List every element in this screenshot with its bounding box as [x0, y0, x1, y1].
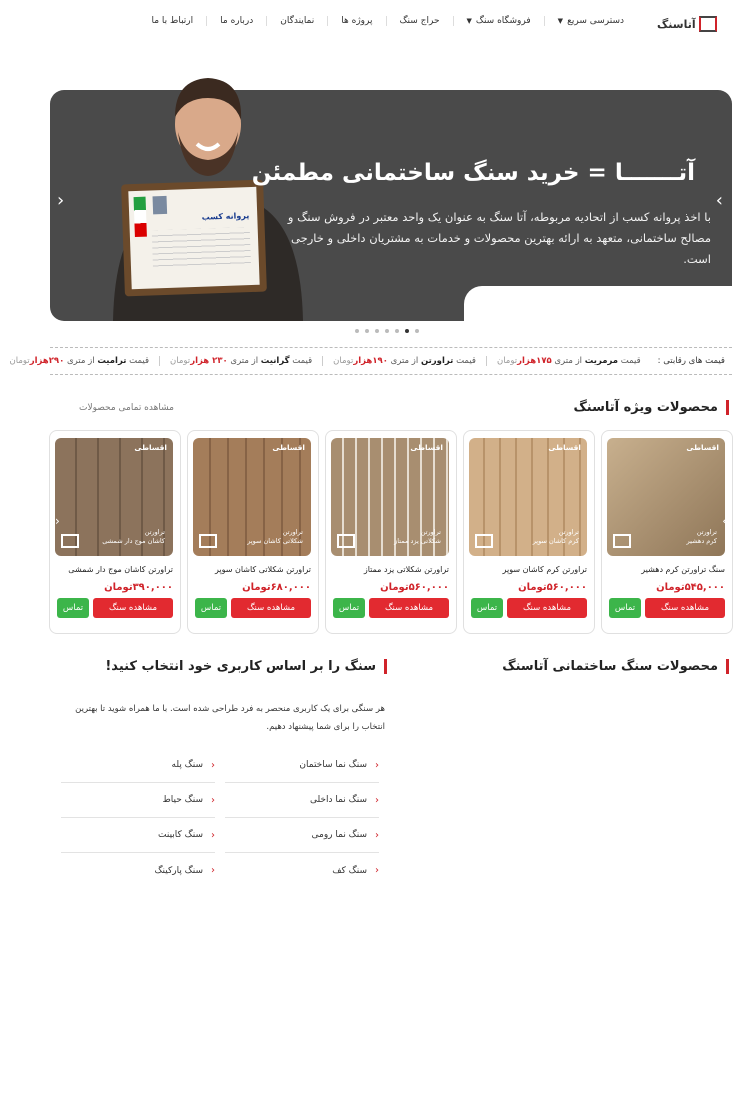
contact-button[interactable]: تماس	[57, 598, 89, 618]
usage-item[interactable]: ‹ سنگ پارکینگ	[154, 865, 215, 876]
product-image[interactable]	[469, 438, 587, 556]
usage-item[interactable]: ‹ سنگ پله	[61, 748, 215, 783]
product-card[interactable]	[601, 430, 733, 634]
chevron-left-icon: ‹	[211, 759, 215, 771]
watermark-logo-icon	[475, 534, 493, 548]
usage-title: سنگ را بر اساس کاربری خود انتخاب کنید!	[105, 659, 387, 674]
product-name[interactable]: سنگ تراورتن کرم دهشیر	[641, 565, 725, 574]
certificate-photo	[153, 196, 168, 214]
product-name[interactable]: تراورتن شکلاتی کاشان سوپر	[214, 565, 311, 574]
product-card[interactable]	[187, 430, 319, 634]
product-name[interactable]: تراورتن شکلاتی یزد ممتاز	[363, 565, 449, 574]
usage-item[interactable]: ‹ سنگ نما رومی	[225, 818, 379, 853]
product-price: ۵۶۰,۰۰۰تومان	[518, 582, 587, 593]
hero-brand: آتـــــــا	[614, 160, 695, 186]
chevron-left-icon: ‹	[211, 865, 215, 876]
chevron-left-icon: ‹	[375, 865, 379, 876]
view-stone-button[interactable]: مشاهده سنگ	[369, 598, 449, 618]
ticker-lead: قیمت های رقابتی :	[657, 356, 725, 366]
product-card[interactable]	[463, 430, 595, 634]
chevron-left-icon: ‹	[375, 794, 379, 806]
product-image[interactable]	[55, 438, 173, 556]
slider-dot[interactable]	[395, 329, 399, 333]
slider-next-icon[interactable]: ›	[715, 190, 723, 211]
logo-text: آتاسنگ	[657, 17, 696, 31]
certificate-title: پروانه کسب	[201, 211, 250, 222]
hero-heading: خرید سنگ ساختمانی مطمئن	[251, 160, 580, 186]
hero-notch	[464, 286, 732, 326]
certificate-paper	[128, 187, 259, 289]
product-name[interactable]: تراورتن کاشان موج دار شمشی	[68, 565, 173, 574]
flag-ribbon-icon	[134, 197, 147, 237]
ticker-item: قیمت ترامیت از متری ۲۹۰هزارتومان	[9, 356, 150, 366]
slider-dot-active[interactable]	[405, 329, 409, 333]
nav-projects[interactable]: پروژه ها	[327, 16, 385, 26]
product-image-caption: تراورتن کرم دهشیر	[686, 528, 717, 545]
usage-item[interactable]: ‹ سنگ کف	[332, 865, 379, 876]
certificate-lines	[152, 227, 251, 270]
product-price: ۵۴۵,۰۰۰تومان	[656, 582, 725, 593]
main-nav	[138, 16, 637, 26]
watermark-logo-icon	[199, 534, 217, 548]
product-image-caption: تراورتن شکلاتی کاشان سوپر	[247, 528, 303, 545]
hero-title	[252, 160, 695, 186]
nav-stone-shop[interactable]: فروشگاه سنگ ▼	[453, 16, 544, 26]
view-stone-button[interactable]: مشاهده سنگ	[507, 598, 587, 618]
view-stone-button[interactable]: مشاهده سنگ	[93, 598, 173, 618]
hero-equals: =	[587, 160, 607, 186]
usage-item[interactable]: ‹ سنگ نما ساختمان	[225, 748, 379, 783]
logo-mark-icon	[699, 16, 717, 32]
nav-auction[interactable]: حراج سنگ	[386, 16, 453, 26]
categories-title: محصولات سنگ ساختمانی آتاسنگ	[502, 659, 729, 674]
product-name[interactable]: تراورتن کرم کاشان سوپر	[502, 565, 587, 574]
ticker-item: قیمت تراورتن از متری ۱۹۰هزارتومان	[322, 356, 486, 366]
installment-badge: اقساطی	[686, 443, 719, 452]
chevron-left-icon: ‹	[211, 794, 215, 806]
chevron-left-icon: ‹	[375, 759, 379, 771]
product-image[interactable]	[193, 438, 311, 556]
carousel-prev-icon[interactable]: ‹	[55, 514, 60, 528]
chevron-left-icon: ‹	[375, 829, 379, 841]
chevron-down-icon: ▼	[466, 17, 472, 25]
site-logo[interactable]	[657, 14, 723, 34]
installment-badge: اقساطی	[410, 443, 443, 452]
usage-item[interactable]: ‹ سنگ حیاط	[61, 783, 215, 818]
chevron-left-icon: ‹	[211, 829, 215, 841]
installment-badge: اقساطی	[272, 443, 305, 452]
slider-prev-icon[interactable]: ‹	[57, 190, 65, 211]
carousel-next-icon[interactable]: ›	[722, 514, 727, 528]
product-card[interactable]	[49, 430, 181, 634]
slider-dots[interactable]	[355, 329, 419, 333]
product-image[interactable]	[331, 438, 449, 556]
see-all-products-link[interactable]: مشاهده تمامی محصولات	[79, 403, 174, 413]
watermark-logo-icon	[61, 534, 79, 548]
usage-item[interactable]: ‹ سنگ کابینت	[61, 818, 215, 853]
contact-button[interactable]: تماس	[471, 598, 503, 618]
ticker-item: قیمت گرانیت از متری ۲۳۰ هزارتومان	[159, 356, 322, 366]
product-image-caption: تراورتن شکلاتی یزد ممتاز	[394, 528, 441, 545]
slider-dot[interactable]	[365, 329, 369, 333]
watermark-logo-icon	[337, 534, 355, 548]
slider-dot[interactable]	[415, 329, 419, 333]
usage-list-col1	[225, 748, 379, 888]
product-price: ۳۹۰,۰۰۰تومان	[104, 582, 173, 593]
nav-about[interactable]: درباره ما	[206, 16, 266, 26]
installment-badge: اقساطی	[548, 443, 581, 452]
slider-dot[interactable]	[375, 329, 379, 333]
usage-item[interactable]: ‹ سنگ نما داخلی	[225, 783, 379, 818]
nav-contact[interactable]: ارتباط با ما	[151, 16, 194, 26]
contact-button[interactable]: تماس	[609, 598, 641, 618]
hero-description: با اخذ پروانه کسب از اتحادیه مربوطه، آتا سنگ به عنوان یک واحد معتبر در فروش سنگ و مصالح ساختمانی، متعهد به ارائه بهترین محصولات و خدمات به مشتریان داخلی و خارجی است.	[287, 210, 711, 266]
product-image[interactable]	[607, 438, 725, 556]
product-carousel	[49, 430, 733, 634]
product-image-caption: تراورتن کرم کاشان سوپر	[532, 528, 579, 545]
contact-button[interactable]: تماس	[195, 598, 227, 618]
nav-quick-access[interactable]: دسترسی سریع ▼	[544, 16, 637, 26]
ticker-item: قیمت مرمریت از متری ۱۷۵هزارتومان	[486, 356, 651, 366]
nav-agents[interactable]: نمایندگان	[266, 16, 327, 26]
view-stone-button[interactable]: مشاهده سنگ	[645, 598, 725, 618]
slider-dot[interactable]	[355, 329, 359, 333]
featured-title: محصولات ویژه آتاسنگ	[573, 400, 729, 415]
slider-dot[interactable]	[385, 329, 389, 333]
chevron-down-icon: ▼	[557, 17, 564, 25]
product-card[interactable]	[325, 430, 457, 634]
usage-list-col2	[61, 748, 215, 888]
view-stone-button[interactable]: مشاهده سنگ	[231, 598, 311, 618]
watermark-logo-icon	[613, 534, 631, 548]
price-ticker	[9, 347, 732, 375]
installment-badge: اقساطی	[134, 443, 167, 452]
product-image-caption: تراورتن کاشان موج دار شمشی	[102, 528, 165, 545]
certificate-frame	[121, 180, 267, 297]
product-price: ۶۸۰,۰۰۰تومان	[242, 582, 311, 593]
usage-description: هر سنگی برای یک کاربری منحصر به فرد طراحی شده است. با ما همراه شوید تا بهترین انتخاب را برای شما پیشنهاد دهیم.	[75, 704, 385, 732]
product-price: ۵۶۰,۰۰۰تومان	[380, 582, 449, 593]
contact-button[interactable]: تماس	[333, 598, 365, 618]
